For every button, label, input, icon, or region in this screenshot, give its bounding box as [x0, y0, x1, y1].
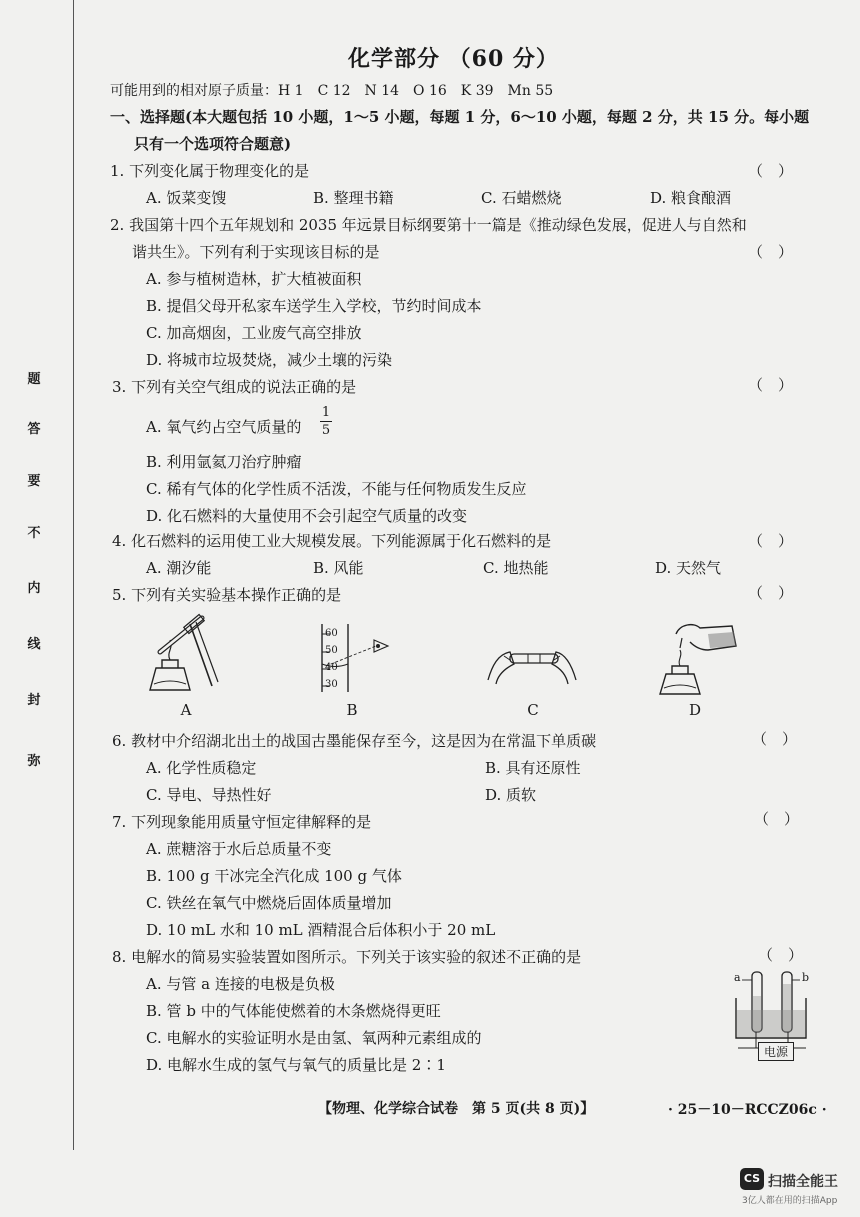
q1-option-d: D. 粮食酿酒 — [650, 189, 732, 207]
q6-option-d: D. 质软 — [485, 786, 537, 804]
q6-option-b: B. 具有还原性 — [485, 759, 581, 777]
q2-option-b: B. 提倡父母开私家车送学生入学校，节约时间成本 — [146, 297, 482, 315]
binding-char: 封 — [27, 693, 41, 708]
q5-label-d: D — [688, 701, 702, 719]
q3-option-a: A. 氧气约占空气质量的 — [146, 418, 302, 436]
q7-stem: 7. 下列现象能用质量守恒定律解释的是 — [112, 813, 372, 831]
q5-figure-b — [302, 622, 402, 694]
q5-label-b: B — [346, 701, 358, 719]
atomic-masses: 可能用到的相对原子质量：H 1 C 12 N 14 O 16 K 39 Mn 55 — [110, 83, 554, 99]
q2-option-a: A. 参与植树造林，扩大植被面积 — [146, 270, 362, 288]
q4-option-b: B. 风能 — [313, 559, 364, 577]
q6-option-a: A. 化学性质稳定 — [146, 759, 257, 777]
section-heading-line1: 一、选择题(本大题包括 10 小题，1～5 小题，每题 1 分，6～10 小题，每题 2 分，共 15 分。每小题 — [110, 108, 810, 126]
q1-stem: 1. 下列变化属于物理变化的是 — [110, 162, 310, 180]
binding-char: 弥 — [27, 754, 41, 769]
q8-option-a: A. 与管 a 连接的电极是负极 — [146, 975, 335, 993]
tube-a-label: a — [734, 971, 741, 984]
q6-answer-bracket: （ ） — [752, 730, 798, 748]
scanner-slogan: 3亿人都在用的扫描App — [742, 1196, 838, 1206]
q1-option-c: C. 石蜡燃烧 — [481, 189, 562, 207]
q5-stem: 5. 下列有关实验基本操作正确的是 — [112, 586, 342, 604]
q7-answer-bracket: （ ） — [754, 810, 800, 828]
q5-figure-a — [140, 612, 220, 697]
q8-option-c: C. 电解水的实验证明水是由氢、氧两种元素组成的 — [146, 1029, 482, 1047]
q5-figure-c — [484, 640, 580, 686]
footer-code: · 25－10－RCCZ06c · — [668, 1102, 827, 1118]
cylinder-tick-40: 40 — [325, 662, 338, 673]
q4-option-d: D. 天然气 — [655, 559, 722, 577]
q3-option-b: B. 利用氩氦刀治疗肿瘤 — [146, 453, 302, 471]
q7-option-d: D. 10 mL 水和 10 mL 酒精混合后体积小于 20 mL — [146, 921, 496, 939]
q7-option-b: B. 100 g 干冰完全汽化成 100 g 气体 — [146, 867, 402, 885]
q1-answer-bracket: （ ） — [748, 162, 794, 180]
cylinder-scale — [325, 625, 338, 693]
q1-option-b: B. 整理书籍 — [313, 189, 394, 207]
binding-char: 不 — [27, 526, 41, 541]
q2-stem-line1: 2. 我国第十四个五年规划和 2035 年远景目标纲要第十一篇是《推动绿色发展，促进人与自然和 — [110, 216, 747, 234]
scanner-app-name: 扫描全能王 — [768, 1174, 838, 1190]
scanner-logo-icon: CS — [740, 1168, 764, 1190]
q7-option-a: A. 蔗糖溶于水后总质量不变 — [146, 840, 332, 858]
q5-label-a: A — [180, 701, 192, 719]
q6-option-c: C. 导电、导热性好 — [146, 786, 272, 804]
binding-char: 线 — [27, 637, 41, 652]
cylinder-tick-50: 50 — [325, 645, 338, 656]
q7-option-c: C. 铁丝在氧气中燃烧后固体质量增加 — [146, 894, 392, 912]
q5-label-c: C — [527, 701, 539, 719]
q8-answer-bracket: （ ） — [758, 946, 804, 964]
q4-answer-bracket: （ ） — [748, 532, 794, 550]
page-title: 化学部分 （60 分） — [348, 46, 559, 72]
q4-stem: 4. 化石燃料的运用使工业大规模发展。下列能源属于化石燃料的是 — [112, 532, 552, 550]
q8-stem: 8. 电解水的简易实验装置如图所示。下列关于该实验的叙述不正确的是 — [112, 948, 582, 966]
q3-stem: 3. 下列有关空气组成的说法正确的是 — [112, 378, 357, 396]
footer-page-info: 【物理、化学综合试卷 第 5 页(共 8 页)】 — [318, 1101, 595, 1117]
q2-option-c: C. 加高烟囱，工业废气高空排放 — [146, 324, 362, 342]
q6-stem: 6. 教材中介绍湖北出土的战国古墨能保存至今，这是因为在常温下单质碳 — [112, 732, 597, 750]
section-heading-line2: 只有一个选项符合题意) — [134, 135, 292, 153]
q3-option-c: C. 稀有气体的化学性质不活泼，不能与任何物质发生反应 — [146, 480, 527, 498]
q5-answer-bracket: （ ） — [748, 584, 794, 602]
q8-option-b: B. 管 b 中的气体能使燃着的木条燃烧得更旺 — [146, 1002, 441, 1020]
q5-figure-d — [650, 616, 746, 698]
cylinder-tick-60: 60 — [325, 628, 338, 639]
q4-option-a: A. 潮汐能 — [146, 559, 212, 577]
q3-fraction-numerator: 1 — [321, 405, 331, 420]
q3-fraction-denominator: 5 — [321, 423, 331, 438]
fraction-bar — [320, 421, 332, 422]
cylinder-tick-30: 30 — [325, 679, 338, 690]
q4-option-c: C. 地热能 — [483, 559, 549, 577]
binding-char: 要 — [27, 474, 41, 489]
binding-line — [73, 0, 74, 1150]
q8-option-d: D. 电解水生成的氢气与氧气的质量比是 2∶1 — [146, 1056, 446, 1074]
binding-char: 答 — [27, 422, 41, 437]
q2-answer-bracket: （ ） — [748, 243, 794, 261]
q2-option-d: D. 将城市垃圾焚烧，减少土壤的污染 — [146, 351, 393, 369]
q3-answer-bracket: （ ） — [748, 376, 794, 394]
power-supply-label: 电源 — [758, 1042, 794, 1061]
binding-char: 题 — [27, 372, 41, 387]
q3-option-d: D. 化石燃料的大量使用不会引起空气质量的改变 — [146, 507, 468, 525]
q2-stem-line2: 谐共生》。下列有利于实现该目标的是 — [132, 243, 380, 261]
tube-b-label: b — [802, 971, 810, 984]
q1-option-a: A. 饭菜变馊 — [146, 189, 227, 207]
q3-fraction — [320, 405, 332, 438]
binding-char: 内 — [27, 581, 41, 596]
